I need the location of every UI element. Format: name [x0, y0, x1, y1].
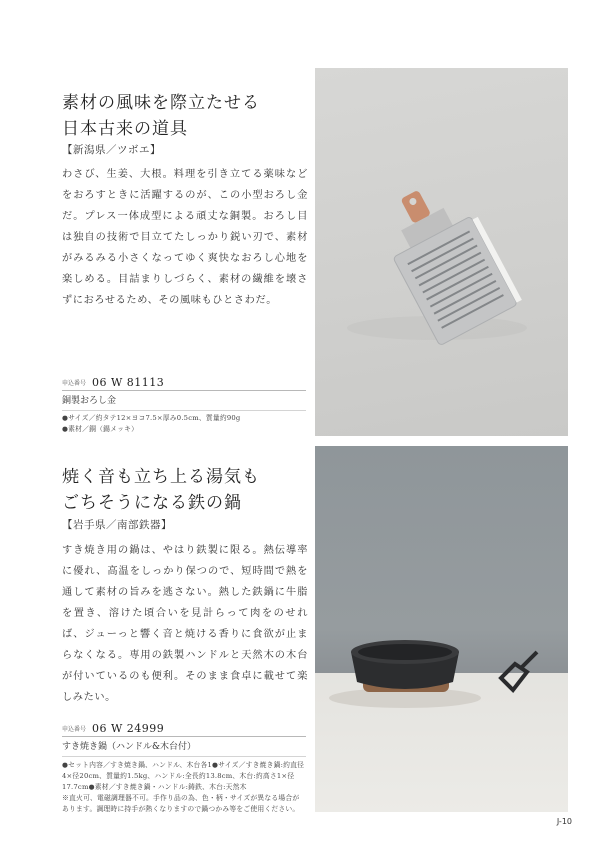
- order-code-row: [62, 372, 306, 391]
- grater-illustration: [315, 68, 568, 436]
- spec-line: ●サイズ／約タテ12×ヨコ7.5×厚み0.5cm、質量約90g: [62, 414, 241, 422]
- origin-label: 【新潟県／ツボエ】: [62, 144, 161, 156]
- iron-handle: [501, 652, 537, 690]
- sukiyaki-pot-illustration: [315, 446, 568, 812]
- specs: [62, 413, 306, 435]
- spec-line: ●素材／銅（錫メッキ）: [62, 425, 139, 433]
- specs: [62, 760, 306, 815]
- body-text: すき焼き用の鍋は、やはり鉄製に限る。熱伝導率に優れ、高温をしっかり保つので、短時間で熱を通して素材の旨みを逃さない。熱した鉄鍋に牛脂を置き、溶けた頃合いを見計らって肉をのせれば、ジューっと響く音と焼ける香りに食欲が止まらなくなる。専用の鉄製ハンドルと天然木の木台が付いているのも便利。そのまま食卓に載せて楽しみたい。: [62, 545, 308, 703]
- copper-grater-photo: [315, 68, 568, 436]
- order-code: 06 W 24999: [92, 722, 165, 735]
- headline: 素材の風味を際立たせる 日本古来の道具: [62, 93, 260, 139]
- iron-sukiyaki-pot-photo: [315, 446, 568, 812]
- order-code-label: 申込番号: [62, 380, 87, 387]
- spec-line: ※直火可、電磁調理器不可。手作り品の為、色・柄・サイズが異なる場合があります。調理時に持手が熱くなりますので鍋つかみ等をご使用ください。: [62, 794, 300, 813]
- order-code: 06 W 81113: [92, 376, 165, 389]
- order-code-row: [62, 718, 306, 737]
- headline: 焼く音も立ち上る湯気も ごちそうになる鉄の鍋: [62, 467, 260, 513]
- product-name: 銅製おろし金: [62, 392, 306, 411]
- order-code-label: 申込番号: [62, 726, 87, 733]
- origin-label: 【岩手県／南部鉄器】: [62, 519, 172, 531]
- product-name: すき焼き鍋（ハンドル&木台付）: [62, 738, 306, 757]
- body-text: わさび、生姜、大根。料理を引き立てる薬味などをおろすときに活躍するのが、この小型おろし金だ。プレス一体成型による頑丈な銅製。おろし目は独自の技術で目立てたしっかり鋭い刃で、素材がみるみる小さくなってゆく爽快なおろし心地を楽しめる。目詰まりしづらく、素材の繊維を壊さずにおろせるため、その風味もひとさわだ。: [62, 169, 308, 306]
- spec-line: ●セット内容／すき焼き鍋、ハンドル、木台各1●サイズ／すき焼き鍋:約直径4×径20cm、質量約1.5kg、ハンドル:全長約13.8cm、木台:約高さ1×径17.7cm●素材／すき焼き鍋・ハンドル:鋳鉄、木台:天然木: [62, 761, 305, 791]
- page-number: J-10: [556, 817, 572, 826]
